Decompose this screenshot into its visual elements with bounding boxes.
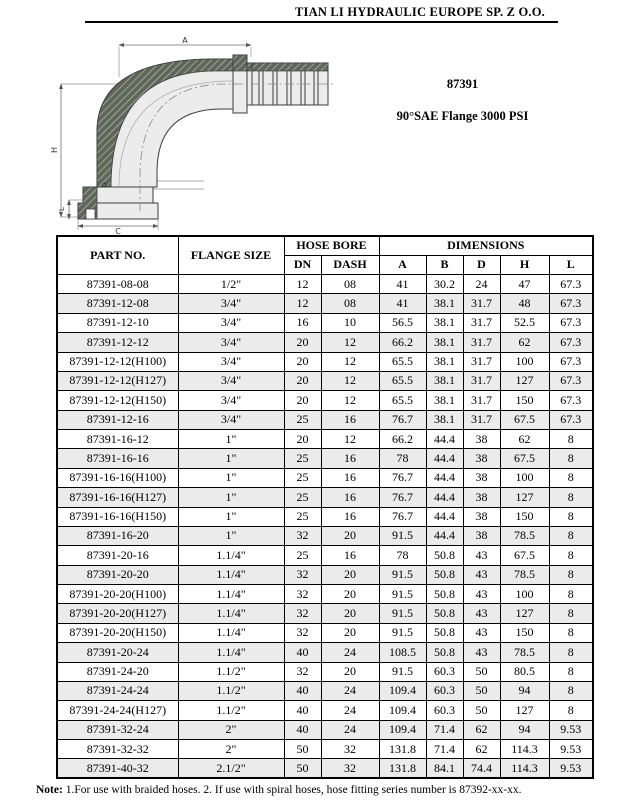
table-cell: 31.7 — [463, 371, 500, 390]
table-cell: 10 — [321, 313, 379, 332]
table-cell: 32 — [284, 526, 321, 545]
table-cell: 67.3 — [549, 333, 593, 352]
table-cell: 32 — [284, 623, 321, 642]
table-cell: 62 — [500, 430, 549, 449]
table-cell: 87391-20-20 — [57, 565, 178, 584]
table-cell: 8 — [549, 701, 593, 720]
tail-wall-hatch — [247, 63, 328, 71]
table-cell: 65.5 — [379, 371, 426, 390]
table-cell: 87391-24-24(H127) — [57, 701, 178, 720]
table-cell: 32 — [284, 565, 321, 584]
table-cell: 44.4 — [426, 507, 463, 526]
col-header-part-no: PART NO. — [57, 236, 178, 275]
table-cell: 74.4 — [463, 759, 500, 778]
table-row — [57, 662, 593, 681]
table-cell: 20 — [321, 565, 379, 584]
table-cell: 24 — [321, 643, 379, 662]
table-cell: 32 — [284, 604, 321, 623]
table-cell: 71.4 — [426, 720, 463, 739]
col-header-hose-bore: HOSE BORE — [284, 236, 379, 256]
table-cell: 67.3 — [549, 313, 593, 332]
table-cell: 47 — [500, 275, 549, 294]
table-cell: 43 — [463, 546, 500, 565]
table-cell: 78.5 — [500, 643, 549, 662]
table-cell: 16 — [321, 488, 379, 507]
table-cell: 2" — [178, 720, 284, 739]
table-cell: 9.53 — [549, 740, 593, 759]
col-header-dim-l: L — [549, 256, 593, 275]
table-cell: 41 — [379, 294, 426, 313]
table-row — [57, 546, 593, 565]
dim-label-a: A — [182, 37, 188, 45]
table-cell: 8 — [549, 585, 593, 604]
table-cell: 08 — [321, 294, 379, 313]
table-cell: 87391-20-20(H150) — [57, 623, 178, 642]
table-cell: 66.2 — [379, 430, 426, 449]
table-cell: 31.7 — [463, 391, 500, 410]
table-cell: 08 — [321, 275, 379, 294]
table-cell: 150 — [500, 623, 549, 642]
table-cell: 87391-16-12 — [57, 430, 178, 449]
table-cell: 40 — [284, 643, 321, 662]
table-cell: 87391-16-20 — [57, 526, 178, 545]
table-cell: 8 — [549, 681, 593, 700]
table-cell: 24 — [321, 701, 379, 720]
table-cell: 38 — [463, 430, 500, 449]
table-cell: 50.8 — [426, 643, 463, 662]
table-cell: 1.1/2" — [178, 701, 284, 720]
col-header-dn: DN — [284, 256, 321, 275]
table-cell: 12 — [321, 430, 379, 449]
table-cell: 48 — [500, 294, 549, 313]
table-cell: 16 — [321, 410, 379, 429]
table-cell: 20 — [321, 526, 379, 545]
table-row — [57, 488, 593, 507]
table-cell: 16 — [321, 546, 379, 565]
table-cell: 71.4 — [426, 740, 463, 759]
table-row — [57, 352, 593, 371]
note-label: Note: — [36, 784, 63, 796]
table-cell: 100 — [500, 585, 549, 604]
table-cell: 25 — [284, 507, 321, 526]
table-cell: 3/4" — [178, 410, 284, 429]
table-cell: 50.8 — [426, 546, 463, 565]
table-row — [57, 701, 593, 720]
table-cell: 38.1 — [426, 333, 463, 352]
table-cell: 67.5 — [500, 410, 549, 429]
col-header-dim-h: H — [500, 256, 549, 275]
table-cell: 50.8 — [426, 623, 463, 642]
table-cell: 50 — [463, 662, 500, 681]
table-cell: 25 — [284, 449, 321, 468]
table-cell: 1.1/2" — [178, 662, 284, 681]
table-cell: 62 — [463, 740, 500, 759]
table-cell: 94 — [500, 681, 549, 700]
table-cell: 38 — [463, 526, 500, 545]
table-cell: 87391-16-16(H150) — [57, 507, 178, 526]
table-cell: 87391-16-16(H127) — [57, 488, 178, 507]
table-cell: 38 — [463, 468, 500, 487]
product-title: 90°SAE Flange 3000 PSI — [396, 109, 529, 123]
table-cell: 8 — [549, 623, 593, 642]
table-cell: 38 — [463, 507, 500, 526]
table-cell: 31.7 — [463, 333, 500, 352]
table-cell: 40 — [284, 720, 321, 739]
table-cell: 1.1/4" — [178, 585, 284, 604]
table-cell: 43 — [463, 623, 500, 642]
table-row — [57, 643, 593, 662]
table-cell: 87391-08-08 — [57, 275, 178, 294]
table-cell: 67.3 — [549, 371, 593, 390]
table-cell: 1/2" — [178, 275, 284, 294]
table-cell: 41 — [379, 275, 426, 294]
table-cell: 84.1 — [426, 759, 463, 778]
table-cell: 8 — [549, 565, 593, 584]
table-cell: 3/4" — [178, 313, 284, 332]
col-header-dimensions: DIMENSIONS — [379, 236, 593, 256]
table-row — [57, 507, 593, 526]
table-cell: 50.8 — [426, 604, 463, 623]
table-cell: 91.5 — [379, 565, 426, 584]
table-cell: 30.2 — [426, 275, 463, 294]
table-cell: 50 — [284, 740, 321, 759]
table-cell: 43 — [463, 604, 500, 623]
table-cell: 87391-12-12 — [57, 333, 178, 352]
table-cell: 20 — [321, 623, 379, 642]
table-cell: 2" — [178, 740, 284, 759]
table-cell: 25 — [284, 410, 321, 429]
table-cell: 3/4" — [178, 294, 284, 313]
table-cell: 3/4" — [178, 391, 284, 410]
table-cell: 12 — [321, 391, 379, 410]
table-cell: 38.1 — [426, 371, 463, 390]
table-cell: 50.8 — [426, 585, 463, 604]
table-row — [57, 430, 593, 449]
table-cell: 32 — [321, 759, 379, 778]
table-cell: 87391-20-20(H127) — [57, 604, 178, 623]
table-cell: 40 — [284, 701, 321, 720]
table-row — [57, 623, 593, 642]
table-row — [57, 468, 593, 487]
table-cell: 24 — [463, 275, 500, 294]
table-cell: 20 — [284, 333, 321, 352]
table-cell: 67.3 — [549, 352, 593, 371]
table-cell: 31.7 — [463, 410, 500, 429]
table-cell: 38 — [463, 449, 500, 468]
table-cell: 43 — [463, 585, 500, 604]
table-cell: 114.3 — [500, 740, 549, 759]
table-cell: 76.7 — [379, 507, 426, 526]
table-cell: 1" — [178, 488, 284, 507]
table-cell: 12 — [284, 275, 321, 294]
table-cell: 8 — [549, 662, 593, 681]
table-cell: 8 — [549, 430, 593, 449]
table-cell: 78 — [379, 449, 426, 468]
specs-table — [56, 235, 594, 779]
table-cell: 109.4 — [379, 681, 426, 700]
table-cell: 87391-20-20(H100) — [57, 585, 178, 604]
col-header-dim-a: A — [379, 256, 426, 275]
table-cell: 16 — [321, 468, 379, 487]
table-cell: 78.5 — [500, 526, 549, 545]
table-cell: 78.5 — [500, 565, 549, 584]
table-cell: 44.4 — [426, 449, 463, 468]
fitting-technical-drawing — [36, 37, 356, 234]
table-cell: 31.7 — [463, 313, 500, 332]
table-cell: 1.1/4" — [178, 604, 284, 623]
table-cell: 60.3 — [426, 681, 463, 700]
table-cell: 67.3 — [549, 410, 593, 429]
table-cell: 109.4 — [379, 701, 426, 720]
footer-note — [36, 784, 616, 796]
dim-label-h: H — [50, 146, 59, 154]
table-cell: 20 — [321, 604, 379, 623]
parts-table-body — [57, 275, 593, 779]
table-cell: 87391-16-16(H100) — [57, 468, 178, 487]
header-rule — [85, 21, 558, 23]
table-row — [57, 604, 593, 623]
table-cell: 1" — [178, 430, 284, 449]
table-cell: 91.5 — [379, 526, 426, 545]
table-cell: 16 — [284, 313, 321, 332]
table-cell: 76.7 — [379, 410, 426, 429]
table-cell: 87391-12-10 — [57, 313, 178, 332]
table-cell: 127 — [500, 701, 549, 720]
table-cell: 3/4" — [178, 333, 284, 352]
table-cell: 8 — [549, 604, 593, 623]
table-cell: 44.4 — [426, 526, 463, 545]
table-cell: 109.4 — [379, 720, 426, 739]
table-cell: 32 — [321, 740, 379, 759]
table-cell: 8 — [549, 643, 593, 662]
table-cell: 8 — [549, 546, 593, 565]
table-row — [57, 681, 593, 700]
table-cell: 38.1 — [426, 294, 463, 313]
table-cell: 2.1/2" — [178, 759, 284, 778]
table-cell: 20 — [284, 352, 321, 371]
table-cell: 100 — [500, 352, 549, 371]
table-cell: 67.3 — [549, 391, 593, 410]
table-cell: 25 — [284, 488, 321, 507]
col-header-dash: DASH — [321, 256, 379, 275]
table-cell: 44.4 — [426, 430, 463, 449]
table-cell: 87391-12-12(H150) — [57, 391, 178, 410]
note-text: 1.For use with braided hoses. 2. If use with spiral hoses, hose fitting series number is 87392-xx-xx. — [65, 784, 522, 796]
table-cell: 62 — [500, 333, 549, 352]
table-cell: 91.5 — [379, 604, 426, 623]
table-cell: 16 — [321, 449, 379, 468]
table-cell: 76.7 — [379, 488, 426, 507]
table-cell: 8 — [549, 526, 593, 545]
table-cell: 1.1/4" — [178, 565, 284, 584]
dim-label-c: C — [115, 227, 121, 234]
table-cell: 91.5 — [379, 623, 426, 642]
table-cell: 127 — [500, 488, 549, 507]
table-cell: 40 — [284, 681, 321, 700]
table-cell: 50.8 — [426, 565, 463, 584]
table-cell: 8 — [549, 488, 593, 507]
table-row — [57, 294, 593, 313]
table-cell: 38.1 — [426, 313, 463, 332]
table-row — [57, 565, 593, 584]
table-cell: 108.5 — [379, 643, 426, 662]
table-cell: 44.4 — [426, 468, 463, 487]
table-cell: 1.1/2" — [178, 681, 284, 700]
table-cell: 12 — [284, 294, 321, 313]
col-header-dim-d: D — [463, 256, 500, 275]
table-row — [57, 449, 593, 468]
flange-groove — [86, 209, 95, 219]
table-cell: 43 — [463, 565, 500, 584]
table-cell: 12 — [321, 352, 379, 371]
table-cell: 91.5 — [379, 585, 426, 604]
table-cell: 78 — [379, 546, 426, 565]
table-cell: 1" — [178, 468, 284, 487]
table-cell: 38.1 — [426, 352, 463, 371]
table-cell: 67.5 — [500, 546, 549, 565]
table-cell: 31.7 — [463, 352, 500, 371]
table-cell: 8 — [549, 507, 593, 526]
table-cell: 127 — [500, 604, 549, 623]
table-cell: 87391-12-12(H100) — [57, 352, 178, 371]
table-cell: 62 — [463, 720, 500, 739]
table-row — [57, 371, 593, 390]
table-cell: 9.53 — [549, 720, 593, 739]
table-cell: 24 — [321, 681, 379, 700]
table-cell: 60.3 — [426, 701, 463, 720]
table-cell: 87391-32-32 — [57, 740, 178, 759]
table-cell: 31.7 — [463, 294, 500, 313]
table-cell: 50 — [284, 759, 321, 778]
table-row — [57, 585, 593, 604]
table-cell: 38.1 — [426, 410, 463, 429]
table-cell: 1" — [178, 526, 284, 545]
table-cell: 1.1/4" — [178, 623, 284, 642]
table-row — [57, 391, 593, 410]
table-cell: 87391-24-24 — [57, 681, 178, 700]
table-cell: 3/4" — [178, 352, 284, 371]
table-cell: 67.3 — [549, 294, 593, 313]
table-cell: 32 — [284, 585, 321, 604]
table-cell: 87391-16-16 — [57, 449, 178, 468]
table-cell: 131.8 — [379, 740, 426, 759]
table-cell: 9.53 — [549, 759, 593, 778]
table-cell: 87391-12-08 — [57, 294, 178, 313]
table-cell: 114.3 — [500, 759, 549, 778]
col-header-dim-b: B — [426, 256, 463, 275]
table-cell: 94 — [500, 720, 549, 739]
table-cell: 1" — [178, 449, 284, 468]
table-cell: 87391-20-24 — [57, 643, 178, 662]
table-cell: 12 — [321, 333, 379, 352]
table-cell: 38.1 — [426, 391, 463, 410]
table-cell: 25 — [284, 468, 321, 487]
product-series-number: 87391 — [446, 77, 479, 91]
table-cell: 65.5 — [379, 352, 426, 371]
table-cell: 100 — [500, 468, 549, 487]
table-cell: 1.1/4" — [178, 546, 284, 565]
table-cell: 50 — [463, 701, 500, 720]
table-cell: 44.4 — [426, 488, 463, 507]
table-cell: 16 — [321, 507, 379, 526]
table-cell: 56.5 — [379, 313, 426, 332]
table-cell: 20 — [284, 391, 321, 410]
dim-label-d: D — [101, 182, 109, 188]
table-cell: 65.5 — [379, 391, 426, 410]
table-cell: 38 — [463, 488, 500, 507]
table-cell: 52.5 — [500, 313, 549, 332]
table-cell: 60.3 — [426, 662, 463, 681]
table-cell: 20 — [284, 371, 321, 390]
table-cell: 87391-40-32 — [57, 759, 178, 778]
table-row — [57, 740, 593, 759]
table-cell: 20 — [321, 585, 379, 604]
dim-label-l: L — [58, 207, 66, 211]
table-cell: 67.3 — [549, 275, 593, 294]
table-cell: 87391-24-20 — [57, 662, 178, 681]
table-cell: 43 — [463, 643, 500, 662]
table-cell: 8 — [549, 449, 593, 468]
table-cell: 150 — [500, 507, 549, 526]
table-cell: 91.5 — [379, 662, 426, 681]
table-cell: 80.5 — [500, 662, 549, 681]
table-cell: 3/4" — [178, 371, 284, 390]
table-cell: 32 — [284, 662, 321, 681]
col-header-flange-size: FLANGE SIZE — [178, 236, 284, 275]
specs-table-header — [57, 236, 593, 275]
table-cell: 66.2 — [379, 333, 426, 352]
table-row — [57, 759, 593, 778]
table-row — [57, 275, 593, 294]
table-row — [57, 410, 593, 429]
table-row — [57, 720, 593, 739]
table-cell: 24 — [321, 720, 379, 739]
table-cell: 87391-32-24 — [57, 720, 178, 739]
table-cell: 131.8 — [379, 759, 426, 778]
table-cell: 150 — [500, 391, 549, 410]
table-row — [57, 333, 593, 352]
table-cell: 127 — [500, 371, 549, 390]
table-cell: 20 — [284, 430, 321, 449]
table-cell: 87391-20-16 — [57, 546, 178, 565]
table-cell: 87391-12-12(H127) — [57, 371, 178, 390]
table-cell: 76.7 — [379, 468, 426, 487]
table-cell: 1.1/4" — [178, 643, 284, 662]
table-cell: 1" — [178, 507, 284, 526]
table-cell: 87391-12-16 — [57, 410, 178, 429]
table-cell: 12 — [321, 371, 379, 390]
table-row — [57, 313, 593, 332]
table-row — [57, 526, 593, 545]
table-cell: 67.5 — [500, 449, 549, 468]
company-name: TIAN LI HYDRAULIC EUROPE SP. Z O.O. — [295, 5, 545, 19]
table-cell: 8 — [549, 468, 593, 487]
table-cell: 20 — [321, 662, 379, 681]
table-cell: 25 — [284, 546, 321, 565]
table-cell: 50 — [463, 681, 500, 700]
